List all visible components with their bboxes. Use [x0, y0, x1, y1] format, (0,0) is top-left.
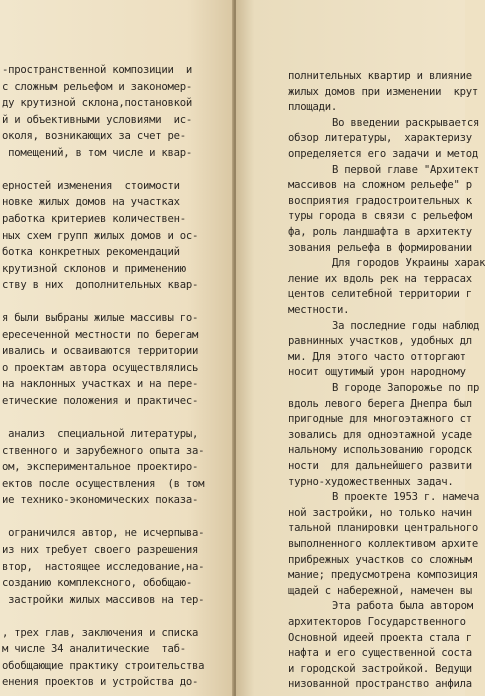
text-line: центов селитебной территории г [288, 288, 472, 301]
text-line: анализ специальной литературы, [2, 428, 199, 441]
text-line: новке жилых домов на участках [2, 196, 180, 209]
text-line: За последние годы наблюд [332, 319, 480, 332]
text-line: В городе Запорожье по пр [332, 382, 480, 394]
text-line: туры города в связи с рельефом [288, 210, 472, 223]
text-line: восприятия градостроительных к [288, 194, 472, 207]
text-line: из них требует своего разрешения [2, 543, 199, 556]
text-line: ных схем групп жилых домов и ос- [2, 229, 199, 242]
text-line: нафта и его существенной соста [288, 647, 472, 660]
text-line: , трех глав, заключения и списка [2, 626, 199, 639]
text-line: нальному использованию городск [288, 444, 472, 457]
text-line: равнинных участков, удобных дл [288, 335, 472, 348]
text-line: мание; предусмотрена композиция [288, 569, 478, 582]
text-line: пригодные для многоэтажного ст [288, 413, 472, 426]
text-line: ектов после осуществления (в том [2, 477, 205, 490]
text-line: низованной пространство анфила [288, 678, 472, 691]
text-line: Эта работа была автором [332, 600, 473, 613]
text-line: помещений, в том числе и квар- [2, 146, 192, 159]
text-line: ом, экспериментальное проектиро- [2, 461, 199, 474]
text-line: определяется его задачи и метод [288, 148, 478, 160]
text-line: щадей с набережной, намечен вы [288, 584, 472, 597]
text-line: втор, настоящее исследование,на- [2, 560, 205, 573]
text-line: тальной планировки центрального [288, 522, 478, 535]
text-line: В проекте 1953 г. намеча [332, 491, 480, 504]
text-line: ограничился автор, не исчерпыва- [2, 527, 205, 540]
text-line: м числе 34 аналитические таб- [2, 643, 186, 656]
text-line: местности. [288, 304, 350, 316]
text-line: созданию комплексного, обобщаю- [2, 577, 192, 590]
text-line: ной застройки, но только начин [288, 506, 472, 519]
text-line: ми. Для этого часто отторгают [288, 350, 466, 363]
text-line: ление их вдоль рек на террасах [288, 272, 472, 285]
text-line: Для городов Украины харак [332, 257, 485, 270]
text-line: обобщающие практику строительства [2, 659, 205, 672]
text-line: ересеченной местности по берегам [2, 328, 199, 341]
text-line: архитекторов Государственного [288, 616, 466, 628]
text-line: полнительных квартир и влияние [288, 70, 472, 82]
text-line: енения проектов и устройства до- [2, 676, 199, 689]
text-line: застройки жилых массивов на тер- [2, 593, 205, 606]
text-line: Во введении раскрывается [332, 116, 480, 129]
text-line: Основной идеей проекта стала г [288, 631, 472, 644]
text-line: ботка конкретных рекомендаций [2, 246, 180, 259]
text-line: ственного и зарубежного опыта за- [2, 444, 205, 457]
text-line: фа, роль ландшафта в архитекту [288, 226, 472, 238]
text-line: околя, возникающих за счет ре- [2, 130, 186, 143]
text-line: прибрежных участков со сложным [288, 553, 472, 566]
text-line: жилых домов при изменении крут [288, 85, 478, 98]
text-line: етические положения и практичес- [2, 395, 199, 407]
text-line: крутизной склонов и применению [2, 262, 186, 275]
text-line: ду крутизной склона,постановкой [2, 97, 192, 110]
text-line: выполненного коллективом архите [288, 538, 478, 550]
text-line: о проектам автора осуществлялись [2, 361, 199, 374]
text-line: вдоль левого берега Днепра был [288, 397, 472, 410]
text-line: ству в них дополнительных квар- [2, 279, 199, 292]
text-line: обзор литературы, характеризу [288, 132, 472, 145]
text-line: ерностей изменения стоимости [2, 179, 180, 192]
text-line: и городской застройкой. Ведущи [288, 662, 472, 675]
text-line: я были выбраны жилые массивы го- [2, 312, 199, 325]
text-line: с сложным рельефом и закономер- [2, 80, 192, 93]
text-line: ивались и осваиваются территории [2, 345, 199, 358]
left-page [0, 0, 234, 696]
text-line: носит ощутимый урон народному [288, 366, 466, 379]
text-line: зования рельефа в формировании [288, 241, 472, 254]
text-line: зовались для одноэтажной усаде [288, 428, 472, 441]
text-line: работка критериев количествен- [2, 212, 186, 225]
text-line: ие технико-экономических показа- [2, 494, 199, 507]
text-line: й и объективными условиями ис- [2, 113, 192, 126]
text-line: В первой главе "Архитект [332, 163, 480, 176]
text-line: -пространственной композиции и [2, 64, 192, 76]
text-line: площади. [288, 101, 338, 114]
text-line: на наклонных участках и на пере- [2, 378, 199, 391]
text-line: массивов на сложном рельефе" р [288, 179, 472, 192]
right-page [236, 0, 485, 696]
text-line: ности для дальнейшего развити [288, 460, 472, 472]
text-line: турно-художественных задач. [288, 475, 454, 488]
